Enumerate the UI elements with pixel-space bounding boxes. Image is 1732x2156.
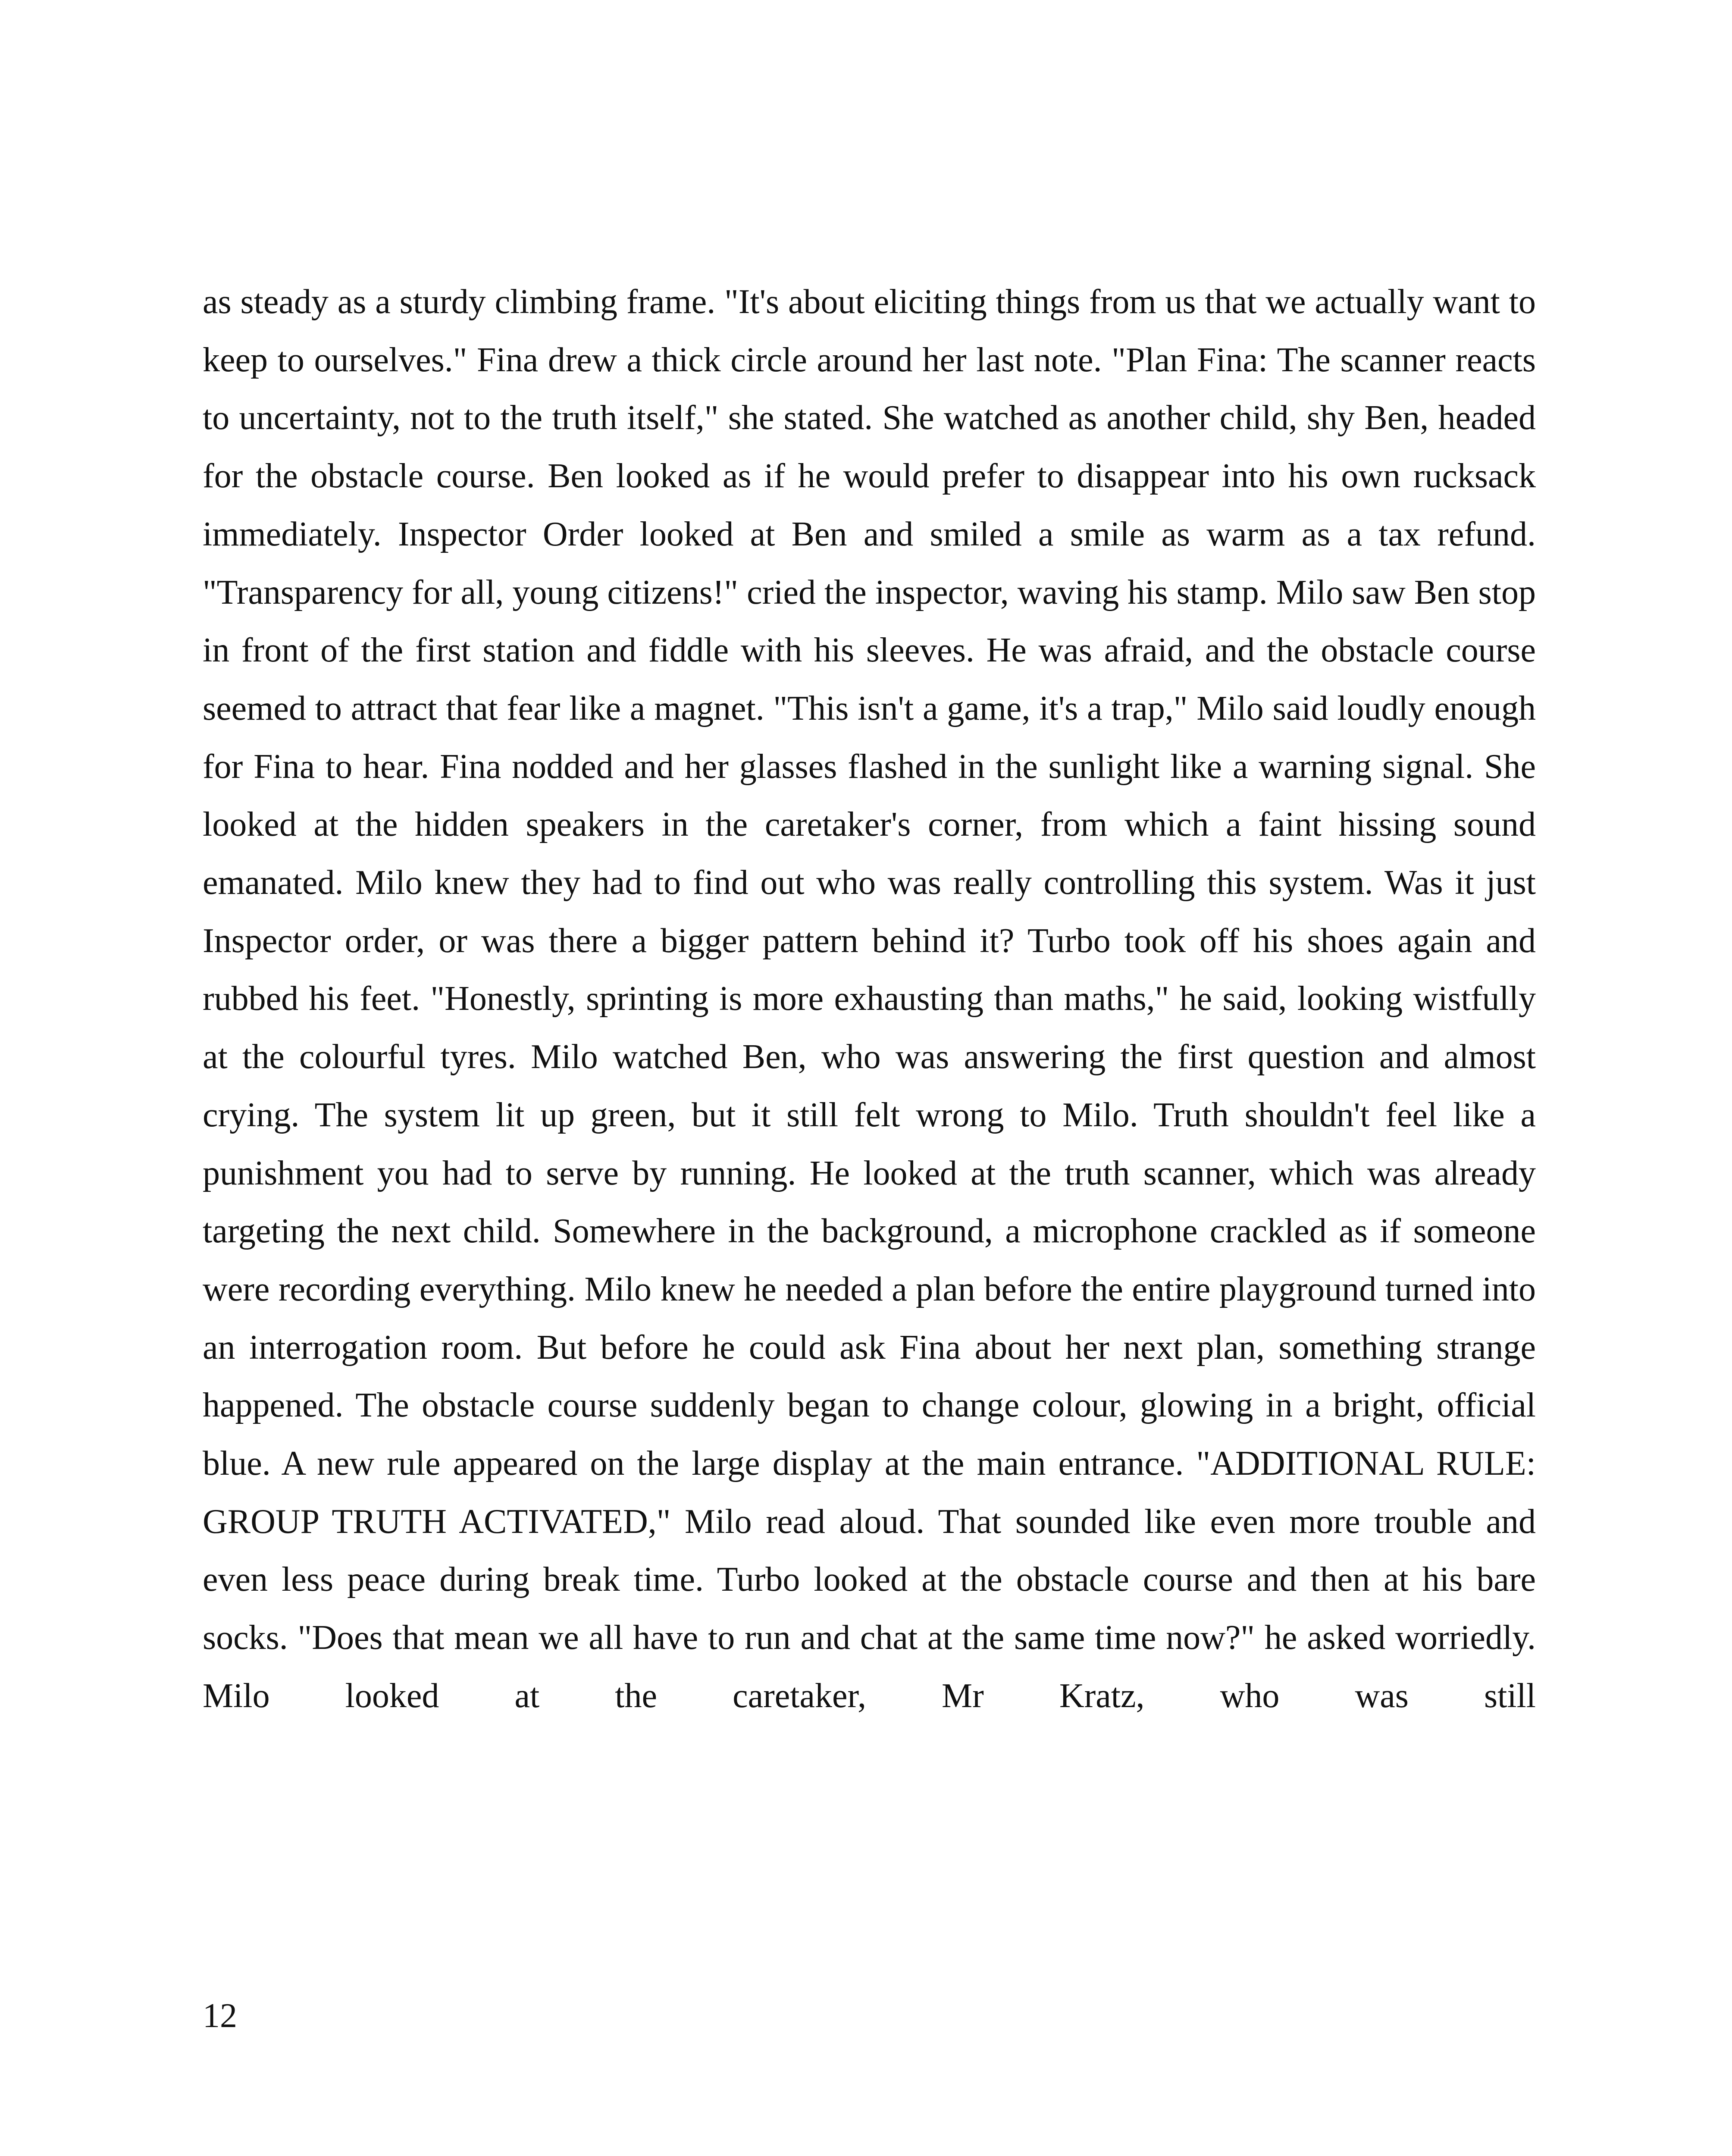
body-paragraph: as steady as a sturdy climbing frame. "It's about eliciting things from us that we actually want to keep to ourselves." Fina drew a thick circle around her last note. "Plan Fina: The scanner reacts to uncertainty, not to the truth itself," she stated. She watched as another child, shy Ben, headed for the obstacle course. Ben looked as if he would prefer to disappear into his own rucksack immediately. Inspector Order looked at Ben and smiled a smile as warm as a tax refund. "Transparency for all, young citizens!" cried the inspector, waving his stamp. Milo saw Ben stop in front of the first station and fiddle with his sleeves. He was afraid, and the obstacle course seemed to attract that fear like a magnet. "This isn't a game, it's a trap," Milo said loudly enough for Fina to hear. Fina nodded and her glasses flashed in the sunlight like a warning signal. She looked at the hidden speakers in the caretaker's corner, from which a faint hissing sound emanated. Milo knew they had to find out who was really controlling this system. Was it just Inspector order, or was there a bigger pattern behind it? Turbo took off his shoes again and rubbed his feet. "Honestly, sprinting is more exhausting than maths," he said, looking wistfully at the colourful tyres. Milo watched Ben, who was answering the first question and almost crying. The system lit up green, but it still felt wrong to Milo. Truth shouldn't feel like a punishment you had to serve by running. He looked at the truth scanner, which was already targeting the next child. Somewhere in the background, a microphone crackled as if someone were recording everything. Milo knew he needed a plan before the entire playground turned into an interrogation room. But before he could ask Fina about her next plan, something strange happened. The obstacle course suddenly began to change colour, glowing in a bright, official blue. A new rule appeared on the large display at the main entrance. "ADDITIONAL RULE: GROUP TRUTH ACTIVATED," Milo read aloud. That sounded like even more trouble and even less peace during break time. Turbo looked at the obstacle course and then at his bare socks. "Does that mean we all have to run and chat at the same time now?" he asked worriedly. Milo looked at the caretaker, Mr Kratz, who was still [203, 283, 1536, 1715]
page-number: 12 [203, 1997, 237, 2035]
